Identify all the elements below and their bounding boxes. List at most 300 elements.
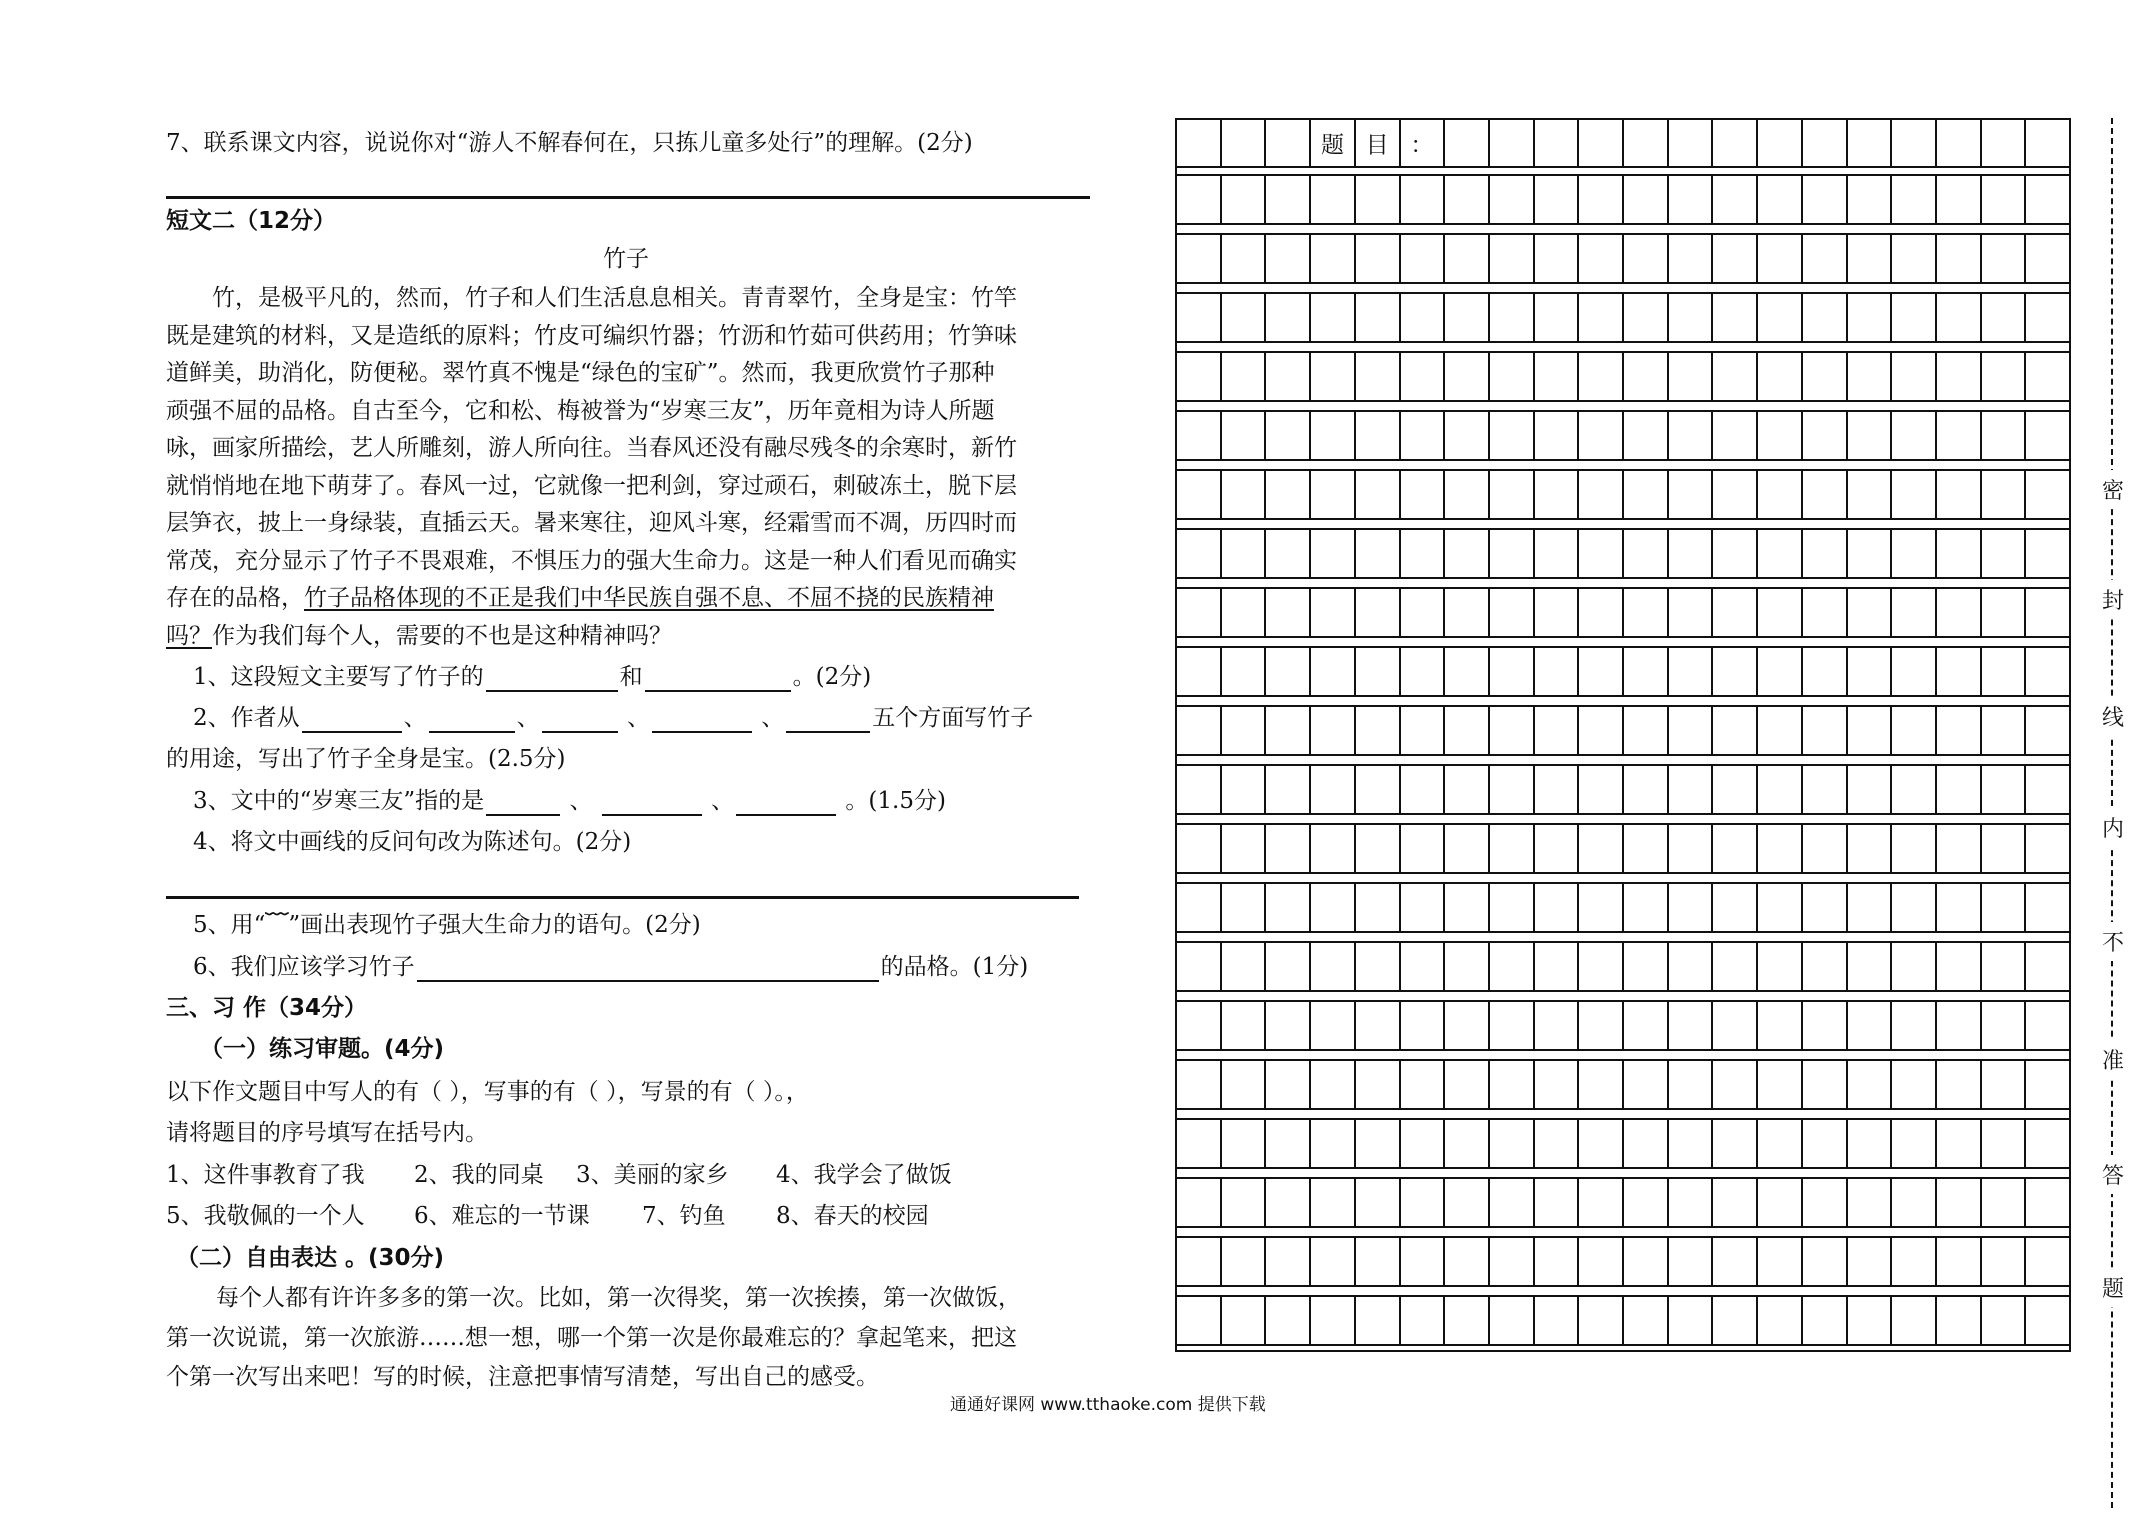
grid-cell[interactable] — [1579, 1061, 1624, 1108]
grid-cell[interactable] — [1266, 353, 1311, 400]
grid-cell[interactable] — [1713, 1238, 1758, 1285]
grid-cell[interactable] — [1579, 766, 1624, 813]
grid-cell[interactable] — [1266, 1297, 1311, 1344]
grid-cell[interactable] — [1311, 1061, 1356, 1108]
grid-cell[interactable] — [1535, 176, 1580, 223]
grid-cell[interactable] — [1848, 648, 1893, 695]
grid-cell[interactable] — [1266, 943, 1311, 990]
grid-cell[interactable] — [2026, 235, 2069, 282]
grid-cell[interactable] — [1266, 1002, 1311, 1049]
grid-cell[interactable] — [1445, 884, 1490, 931]
blank-field[interactable] — [417, 956, 879, 982]
grid-cell[interactable] — [1624, 530, 1669, 577]
grid-cell[interactable] — [1669, 1120, 1714, 1167]
grid-cell[interactable] — [1356, 353, 1401, 400]
grid-cell[interactable] — [1356, 943, 1401, 990]
grid-cell[interactable] — [1803, 589, 1848, 636]
grid-cell[interactable] — [1445, 1179, 1490, 1226]
grid-cell[interactable] — [1937, 589, 1982, 636]
grid-cell[interactable] — [1266, 707, 1311, 754]
grid-cell[interactable] — [2026, 471, 2069, 518]
grid-cell[interactable] — [1579, 589, 1624, 636]
grid-cell[interactable] — [1535, 353, 1580, 400]
grid-cell[interactable] — [1803, 1061, 1848, 1108]
grid-cell[interactable] — [1311, 648, 1356, 695]
grid-cell[interactable] — [1982, 412, 2027, 459]
grid-cell[interactable] — [1401, 1238, 1446, 1285]
grid-cell[interactable] — [1222, 589, 1267, 636]
grid-cell[interactable] — [1177, 1238, 1222, 1285]
grid-cell[interactable] — [2026, 412, 2069, 459]
grid-cell[interactable] — [1445, 1002, 1490, 1049]
grid-cell[interactable] — [1266, 1061, 1311, 1108]
grid-cell[interactable] — [1669, 1179, 1714, 1226]
grid-cell[interactable] — [1445, 176, 1490, 223]
grid-cell[interactable] — [1579, 884, 1624, 931]
grid-cell[interactable] — [1892, 1002, 1937, 1049]
grid-cell[interactable] — [1892, 120, 1937, 166]
grid-cell[interactable] — [1579, 294, 1624, 341]
grid-cell[interactable] — [1401, 1002, 1446, 1049]
grid-cell[interactable] — [1535, 1297, 1580, 1344]
grid-cell[interactable] — [1535, 766, 1580, 813]
grid-cell[interactable] — [1356, 1120, 1401, 1167]
grid-cell[interactable] — [1892, 353, 1937, 400]
grid-cell[interactable] — [1311, 353, 1356, 400]
grid-cell[interactable] — [1758, 1061, 1803, 1108]
grid-cell[interactable] — [1982, 1002, 2027, 1049]
grid-cell[interactable] — [1579, 471, 1624, 518]
grid-cell[interactable] — [1803, 412, 1848, 459]
grid-cell[interactable] — [1356, 176, 1401, 223]
grid-cell[interactable] — [1758, 353, 1803, 400]
grid-cell[interactable] — [1535, 1061, 1580, 1108]
grid-cell[interactable] — [1803, 1002, 1848, 1049]
grid-cell[interactable] — [1490, 412, 1535, 459]
grid-cell[interactable] — [1713, 176, 1758, 223]
grid-cell[interactable] — [1713, 825, 1758, 872]
grid-cell[interactable] — [2026, 707, 2069, 754]
grid-cell[interactable] — [1222, 943, 1267, 990]
grid-cell[interactable] — [1848, 884, 1893, 931]
grid-cell[interactable] — [1266, 471, 1311, 518]
grid-cell[interactable] — [2026, 1120, 2069, 1167]
grid-cell[interactable] — [1490, 1238, 1535, 1285]
blank-field[interactable] — [736, 790, 836, 816]
grid-cell[interactable] — [1624, 176, 1669, 223]
grid-cell[interactable] — [1445, 353, 1490, 400]
grid-cell[interactable] — [1177, 1179, 1222, 1226]
grid-cell[interactable] — [1222, 471, 1267, 518]
grid-cell[interactable] — [1982, 943, 2027, 990]
grid-cell[interactable] — [1848, 530, 1893, 577]
grid-cell[interactable] — [1982, 235, 2027, 282]
grid-cell[interactable] — [1401, 589, 1446, 636]
grid-cell[interactable] — [1222, 353, 1267, 400]
grid-cell[interactable] — [1311, 471, 1356, 518]
grid-cell[interactable] — [1803, 648, 1848, 695]
grid-cell[interactable] — [1669, 648, 1714, 695]
grid-cell[interactable] — [1177, 1002, 1222, 1049]
grid-cell[interactable] — [1758, 120, 1803, 166]
grid-cell[interactable] — [1177, 1297, 1222, 1344]
grid-cell[interactable] — [1848, 120, 1893, 166]
grid-cell[interactable] — [1445, 825, 1490, 872]
grid-cell[interactable] — [1222, 294, 1267, 341]
grid-cell[interactable] — [1177, 120, 1222, 166]
grid-cell[interactable] — [1937, 120, 1982, 166]
grid-cell[interactable] — [1311, 1120, 1356, 1167]
grid-cell[interactable] — [1535, 235, 1580, 282]
grid-cell[interactable] — [1713, 294, 1758, 341]
grid-cell[interactable] — [1490, 471, 1535, 518]
grid-cell[interactable] — [1758, 943, 1803, 990]
grid-cell[interactable] — [1803, 1179, 1848, 1226]
grid-cell[interactable] — [1624, 235, 1669, 282]
grid-cell[interactable] — [1758, 412, 1803, 459]
grid-cell[interactable] — [1356, 530, 1401, 577]
grid-cell[interactable] — [1535, 943, 1580, 990]
grid-cell[interactable] — [1311, 943, 1356, 990]
blank-field[interactable] — [486, 790, 560, 816]
grid-cell[interactable] — [1624, 825, 1669, 872]
grid-cell[interactable] — [1892, 766, 1937, 813]
grid-cell[interactable] — [1937, 766, 1982, 813]
grid-cell[interactable] — [2026, 176, 2069, 223]
grid-cell[interactable] — [1490, 884, 1535, 931]
grid-cell[interactable] — [1401, 1061, 1446, 1108]
grid-cell[interactable] — [1892, 1179, 1937, 1226]
grid-cell[interactable] — [1669, 1297, 1714, 1344]
grid-cell[interactable] — [1713, 1002, 1758, 1049]
grid-cell[interactable] — [1177, 707, 1222, 754]
grid-cell[interactable] — [1311, 294, 1356, 341]
grid-cell[interactable] — [1579, 235, 1624, 282]
grid-cell[interactable] — [1266, 120, 1311, 166]
grid-cell[interactable] — [1669, 589, 1714, 636]
grid-cell[interactable] — [1713, 884, 1758, 931]
grid-cell[interactable] — [1624, 120, 1669, 166]
grid-cell[interactable] — [1848, 943, 1893, 990]
grid-cell[interactable] — [1490, 120, 1535, 166]
grid-cell[interactable] — [1713, 766, 1758, 813]
grid-cell[interactable] — [1937, 1297, 1982, 1344]
grid-cell[interactable] — [1266, 176, 1311, 223]
grid-cell[interactable] — [1892, 1061, 1937, 1108]
grid-cell[interactable] — [1356, 884, 1401, 931]
grid-cell[interactable] — [1982, 766, 2027, 813]
grid-cell[interactable] — [2026, 1238, 2069, 1285]
grid-cell[interactable] — [1848, 176, 1893, 223]
grid-cell[interactable] — [1177, 884, 1222, 931]
grid-cell[interactable] — [1848, 1297, 1893, 1344]
grid-cell[interactable] — [1311, 825, 1356, 872]
blank-field[interactable] — [429, 707, 515, 733]
grid-cell[interactable] — [1177, 648, 1222, 695]
grid-cell[interactable] — [1848, 471, 1893, 518]
grid-cell[interactable] — [1803, 120, 1848, 166]
grid-cell[interactable] — [1803, 471, 1848, 518]
grid-cell[interactable] — [1401, 825, 1446, 872]
grid-cell[interactable] — [1401, 294, 1446, 341]
grid-cell[interactable] — [1713, 1297, 1758, 1344]
grid-cell[interactable] — [1624, 412, 1669, 459]
grid-cell[interactable] — [1624, 1238, 1669, 1285]
grid-cell[interactable] — [2026, 1061, 2069, 1108]
grid-cell[interactable] — [1758, 1120, 1803, 1167]
grid-cell[interactable] — [2026, 648, 2069, 695]
grid-cell[interactable] — [2026, 943, 2069, 990]
grid-cell[interactable] — [1222, 648, 1267, 695]
grid-cell[interactable] — [1982, 530, 2027, 577]
grid-cell[interactable] — [1579, 1179, 1624, 1226]
grid-cell[interactable] — [1848, 1120, 1893, 1167]
grid-cell[interactable] — [1892, 471, 1937, 518]
grid-cell[interactable] — [1713, 943, 1758, 990]
grid-cell[interactable] — [1624, 1002, 1669, 1049]
grid-cell[interactable] — [1356, 707, 1401, 754]
grid-cell[interactable] — [1445, 707, 1490, 754]
grid-cell[interactable] — [1669, 1238, 1714, 1285]
grid-cell[interactable] — [1803, 1297, 1848, 1344]
grid-cell[interactable] — [1490, 176, 1535, 223]
grid-cell[interactable] — [1401, 471, 1446, 518]
grid-cell[interactable] — [1982, 294, 2027, 341]
grid-cell[interactable] — [1222, 707, 1267, 754]
grid-cell[interactable] — [1222, 1238, 1267, 1285]
grid-cell[interactable] — [1669, 120, 1714, 166]
grid-cell[interactable] — [2026, 120, 2069, 166]
grid-cell[interactable] — [1401, 943, 1446, 990]
grid-cell[interactable] — [1490, 235, 1535, 282]
grid-cell[interactable] — [1892, 1120, 1937, 1167]
grid-cell[interactable] — [1356, 235, 1401, 282]
grid-cell[interactable] — [1266, 1179, 1311, 1226]
grid-cell[interactable] — [1490, 707, 1535, 754]
grid-cell[interactable] — [1848, 766, 1893, 813]
grid-cell[interactable] — [1758, 176, 1803, 223]
grid-cell[interactable] — [1579, 530, 1624, 577]
grid-cell[interactable] — [1177, 589, 1222, 636]
grid-cell[interactable] — [1982, 1238, 2027, 1285]
grid-cell[interactable] — [1758, 1297, 1803, 1344]
grid-cell[interactable] — [1848, 589, 1893, 636]
grid-cell[interactable] — [1848, 294, 1893, 341]
grid-cell[interactable] — [1982, 1120, 2027, 1167]
grid-cell[interactable] — [1624, 648, 1669, 695]
grid-cell[interactable] — [1356, 294, 1401, 341]
grid-cell[interactable] — [1937, 943, 1982, 990]
grid-cell[interactable] — [1222, 1179, 1267, 1226]
grid-cell[interactable] — [1669, 353, 1714, 400]
grid-cell[interactable] — [1937, 825, 1982, 872]
grid-cell[interactable] — [1356, 825, 1401, 872]
grid-cell[interactable] — [1669, 1061, 1714, 1108]
grid-cell[interactable] — [1401, 707, 1446, 754]
grid-cell[interactable] — [1892, 176, 1937, 223]
grid-cell[interactable] — [1222, 825, 1267, 872]
grid-cell[interactable] — [1624, 353, 1669, 400]
grid-cell[interactable] — [1579, 707, 1624, 754]
grid-cell[interactable] — [1624, 589, 1669, 636]
grid-cell[interactable] — [1535, 648, 1580, 695]
grid-cell[interactable] — [1624, 707, 1669, 754]
grid-cell[interactable] — [1803, 353, 1848, 400]
grid-cell[interactable] — [1222, 1061, 1267, 1108]
grid-cell[interactable] — [1266, 825, 1311, 872]
grid-cell[interactable] — [1356, 589, 1401, 636]
grid-cell[interactable] — [1982, 353, 2027, 400]
grid-cell[interactable] — [1848, 235, 1893, 282]
grid-cell[interactable] — [1669, 766, 1714, 813]
grid-cell[interactable] — [1937, 294, 1982, 341]
grid-cell[interactable] — [1937, 1238, 1982, 1285]
grid-cell[interactable] — [1758, 884, 1803, 931]
grid-cell[interactable] — [1266, 294, 1311, 341]
grid-cell[interactable] — [1669, 707, 1714, 754]
grid-cell[interactable] — [2026, 825, 2069, 872]
grid-cell[interactable] — [1758, 530, 1803, 577]
grid-cell[interactable] — [1490, 648, 1535, 695]
grid-cell[interactable] — [1892, 294, 1937, 341]
grid-cell[interactable] — [1356, 412, 1401, 459]
grid-cell[interactable] — [2026, 884, 2069, 931]
grid-cell[interactable] — [1535, 589, 1580, 636]
grid-cell[interactable] — [1624, 766, 1669, 813]
grid-cell[interactable] — [1758, 825, 1803, 872]
grid-cell[interactable] — [1356, 1002, 1401, 1049]
grid-cell[interactable] — [1624, 471, 1669, 518]
grid-cell[interactable] — [1982, 825, 2027, 872]
grid-cell[interactable] — [1535, 825, 1580, 872]
blank-field[interactable] — [652, 707, 752, 733]
grid-cell[interactable] — [1713, 235, 1758, 282]
grid-cell[interactable] — [1624, 1297, 1669, 1344]
grid-cell[interactable] — [2026, 1297, 2069, 1344]
grid-cell[interactable] — [1758, 1002, 1803, 1049]
grid-cell[interactable] — [2026, 1002, 2069, 1049]
grid-cell[interactable] — [1669, 530, 1714, 577]
grid-cell[interactable] — [1892, 1238, 1937, 1285]
grid-cell[interactable] — [1892, 412, 1937, 459]
grid-cell[interactable] — [1669, 471, 1714, 518]
grid-cell[interactable] — [1669, 884, 1714, 931]
grid-cell[interactable] — [1311, 707, 1356, 754]
grid-cell[interactable] — [1490, 1120, 1535, 1167]
grid-cell[interactable] — [1713, 1061, 1758, 1108]
grid-cell[interactable] — [1177, 412, 1222, 459]
grid-cell[interactable] — [1937, 1179, 1982, 1226]
grid-cell[interactable] — [1892, 1297, 1937, 1344]
grid-cell[interactable] — [1266, 884, 1311, 931]
grid-cell[interactable] — [1713, 530, 1758, 577]
grid-cell[interactable] — [1266, 412, 1311, 459]
grid-cell[interactable] — [1445, 1238, 1490, 1285]
grid-cell[interactable] — [1490, 1061, 1535, 1108]
grid-cell[interactable] — [1401, 1297, 1446, 1344]
grid-cell[interactable] — [1401, 176, 1446, 223]
grid-cell[interactable] — [1937, 648, 1982, 695]
grid-cell[interactable] — [1490, 825, 1535, 872]
grid-cell[interactable] — [1937, 1061, 1982, 1108]
grid-cell[interactable] — [1222, 1120, 1267, 1167]
grid-cell[interactable] — [1535, 530, 1580, 577]
grid-cell[interactable] — [1848, 412, 1893, 459]
grid-cell[interactable] — [1579, 176, 1624, 223]
grid-cell[interactable] — [1356, 120, 1401, 166]
grid-cell[interactable] — [1222, 235, 1267, 282]
grid-cell[interactable] — [1669, 1002, 1714, 1049]
grid-cell[interactable] — [1535, 412, 1580, 459]
grid-cell[interactable] — [1401, 1179, 1446, 1226]
grid-cell[interactable] — [1937, 176, 1982, 223]
grid-cell[interactable] — [2026, 294, 2069, 341]
grid-cell[interactable] — [1848, 1002, 1893, 1049]
grid-cell[interactable] — [1401, 120, 1446, 166]
grid-cell[interactable] — [1937, 1002, 1982, 1049]
grid-cell[interactable] — [1490, 766, 1535, 813]
grid-cell[interactable] — [1535, 294, 1580, 341]
grid-cell[interactable] — [1892, 589, 1937, 636]
grid-cell[interactable] — [1713, 1179, 1758, 1226]
grid-cell[interactable] — [1713, 707, 1758, 754]
grid-cell[interactable] — [1266, 530, 1311, 577]
grid-cell[interactable] — [1579, 1120, 1624, 1167]
grid-cell[interactable] — [1848, 707, 1893, 754]
grid-cell[interactable] — [1669, 943, 1714, 990]
grid-cell[interactable] — [1758, 648, 1803, 695]
grid-cell[interactable] — [1311, 1002, 1356, 1049]
grid-cell[interactable] — [1713, 589, 1758, 636]
grid-cell[interactable] — [1356, 648, 1401, 695]
grid-cell[interactable] — [1579, 353, 1624, 400]
grid-cell[interactable] — [1624, 1120, 1669, 1167]
grid-cell[interactable] — [1758, 471, 1803, 518]
grid-cell[interactable] — [1803, 530, 1848, 577]
grid-cell[interactable] — [1311, 1179, 1356, 1226]
grid-cell[interactable] — [1758, 589, 1803, 636]
grid-cell[interactable] — [1266, 589, 1311, 636]
grid-cell[interactable] — [1758, 1179, 1803, 1226]
grid-cell[interactable] — [1535, 471, 1580, 518]
grid-cell[interactable] — [1892, 707, 1937, 754]
blank-field[interactable] — [302, 707, 402, 733]
grid-cell[interactable] — [1982, 589, 2027, 636]
grid-cell[interactable] — [1311, 412, 1356, 459]
grid-cell[interactable] — [1535, 707, 1580, 754]
grid-cell[interactable] — [1266, 235, 1311, 282]
grid-cell[interactable] — [1356, 471, 1401, 518]
grid-cell[interactable] — [1222, 530, 1267, 577]
grid-cell[interactable] — [1848, 353, 1893, 400]
grid-cell[interactable] — [1311, 235, 1356, 282]
grid-cell[interactable] — [1177, 176, 1222, 223]
grid-cell[interactable] — [1982, 707, 2027, 754]
grid-cell[interactable] — [1535, 120, 1580, 166]
grid-cell[interactable] — [1579, 943, 1624, 990]
grid-cell[interactable] — [1624, 1179, 1669, 1226]
grid-cell[interactable] — [1758, 766, 1803, 813]
grid-cell[interactable] — [1445, 1297, 1490, 1344]
grid-cell[interactable] — [1579, 1297, 1624, 1344]
grid-cell[interactable] — [1713, 471, 1758, 518]
grid-cell[interactable] — [1490, 1297, 1535, 1344]
grid-cell[interactable] — [1177, 530, 1222, 577]
grid-cell[interactable] — [1937, 530, 1982, 577]
grid-cell[interactable] — [2026, 530, 2069, 577]
grid-cell[interactable] — [1401, 1120, 1446, 1167]
grid-cell[interactable] — [1490, 294, 1535, 341]
